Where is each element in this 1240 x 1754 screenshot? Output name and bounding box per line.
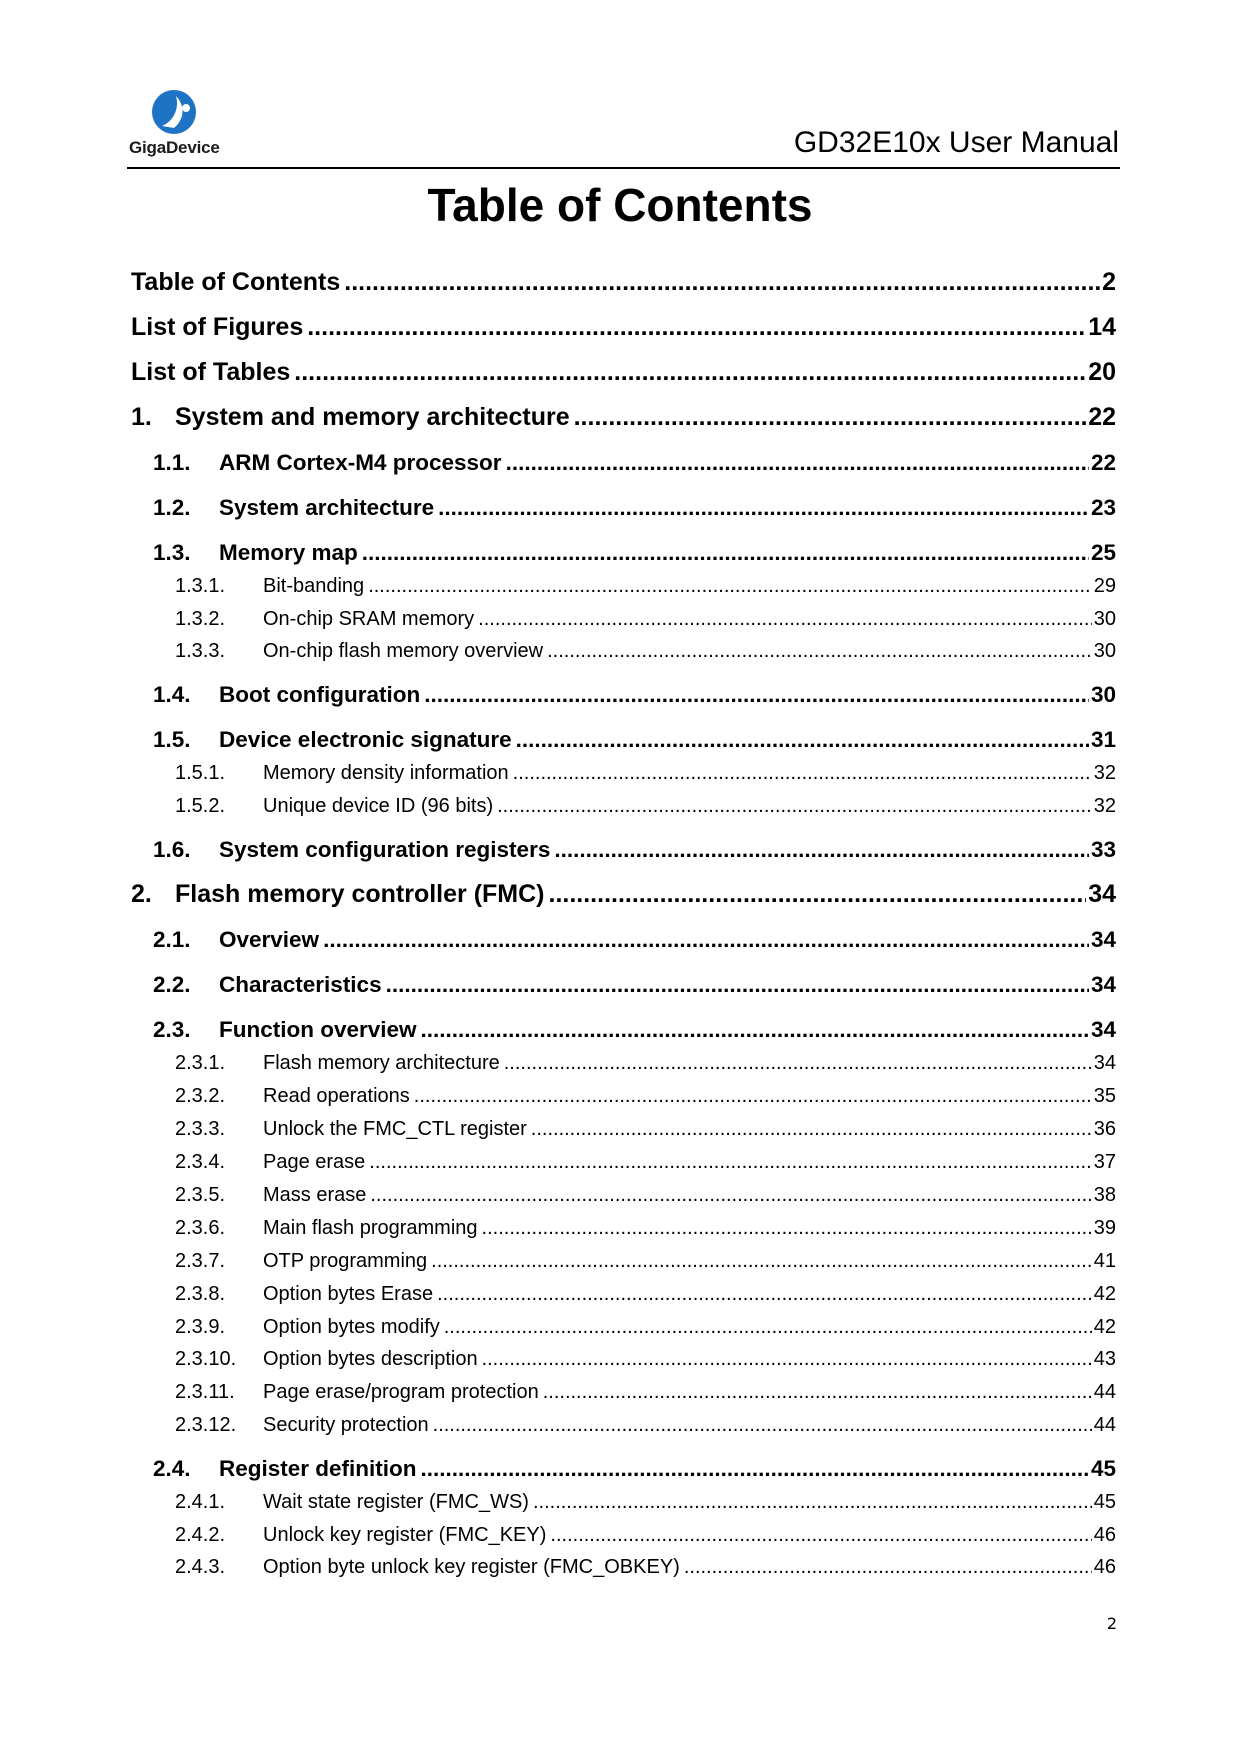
toc-entry-number: 2.3.11. (175, 1381, 235, 1403)
toc-entry-title: On-chip flash memory overview (263, 640, 544, 662)
toc-entry-title: Bit-banding (263, 575, 365, 597)
toc-entry[interactable] (131, 1454, 1116, 1484)
toc-entry-number: 1.3.1. (175, 575, 226, 597)
toc-entry-number: 2.4. (153, 1456, 191, 1481)
dot-leader (307, 311, 1086, 343)
dot-leader (386, 970, 1089, 1000)
toc-entry[interactable] (131, 1247, 1116, 1275)
dot-leader (554, 835, 1089, 865)
toc-entry-number: 2.3.3. (175, 1118, 226, 1140)
toc-entry-number: 2.3.4. (175, 1151, 226, 1173)
toc-entry[interactable] (131, 493, 1116, 523)
dot-leader (684, 1553, 1092, 1581)
toc-entry-number: 2.3.1. (175, 1052, 226, 1074)
toc-entry-number: 1. (131, 403, 152, 431)
toc-entry-number: 1.5.2. (175, 795, 226, 817)
toc-entry-number: 2.4.1. (175, 1491, 226, 1513)
toc-entry-title: System configuration registers (219, 837, 551, 862)
toc-entry-number: 1.5. (153, 727, 191, 752)
toc-entry-number: 2. (131, 880, 152, 908)
toc-entry-title: Page erase (263, 1151, 366, 1173)
toc-entry-page: 42 (1093, 1316, 1116, 1338)
toc-entry-title: Mass erase (263, 1184, 367, 1206)
toc-entry-page: 36 (1093, 1118, 1116, 1140)
toc-entry-page: 32 (1093, 795, 1116, 817)
toc-entry-title: Memory density information (263, 762, 509, 784)
toc-entry-page: 43 (1093, 1348, 1116, 1370)
toc-entry-page: 46 (1093, 1524, 1116, 1546)
toc-entry-title: Overview (219, 927, 320, 952)
toc-entry-title: Unlock the FMC_CTL register (263, 1118, 527, 1140)
toc-entry[interactable] (131, 792, 1116, 820)
toc-entry-title: On-chip SRAM memory (263, 608, 475, 630)
toc-entry-page: 44 (1093, 1414, 1116, 1436)
toc-entry-number: 2.3.10. (175, 1348, 237, 1370)
toc-entry-title: Option bytes modify (263, 1316, 440, 1338)
toc-entry[interactable] (131, 1280, 1116, 1308)
toc-entry-number: 2.3.8. (175, 1283, 226, 1305)
toc-entry-page: 30 (1093, 608, 1116, 630)
toc-entry-number: 2.4.2. (175, 1524, 226, 1546)
toc-entry[interactable] (131, 725, 1116, 755)
toc-entry[interactable] (131, 1378, 1116, 1406)
toc-entry-page: 34 (1090, 1017, 1116, 1042)
dot-leader (482, 1345, 1092, 1373)
toc-entry[interactable] (131, 605, 1116, 633)
toc-entry-page: 22 (1088, 403, 1116, 431)
toc-entry[interactable] (131, 356, 1116, 388)
toc-entry-title: OTP programming (263, 1250, 428, 1272)
dot-leader (362, 538, 1089, 568)
toc-entry-number: 1.4. (153, 682, 191, 707)
toc-entry-number: 2.3.6. (175, 1217, 226, 1239)
toc-entry-title: Function overview (219, 1017, 417, 1042)
dot-leader (506, 448, 1089, 478)
dot-leader (497, 792, 1092, 820)
toc-entry-number: 1.1. (153, 450, 191, 475)
toc-entry-number: 2.3.5. (175, 1184, 226, 1206)
toc-entry-title: List of Figures (131, 313, 304, 341)
toc-entry-title: Register definition (219, 1456, 417, 1481)
toc-entry[interactable] (131, 1488, 1116, 1516)
toc-entry[interactable] (131, 759, 1116, 787)
dot-leader (504, 1049, 1092, 1077)
toc-entry-title: Main flash programming (263, 1217, 478, 1239)
toc-entry[interactable] (131, 835, 1116, 865)
toc-entry-page: 29 (1093, 575, 1116, 597)
toc-entry-page: 31 (1090, 727, 1116, 752)
toc-entry[interactable] (131, 1214, 1116, 1242)
toc-entry[interactable] (131, 1553, 1116, 1581)
toc-entry-title: Memory map (219, 540, 358, 565)
toc-entry-title: Device electronic signature (219, 727, 512, 752)
toc-entry-page: 34 (1088, 880, 1116, 908)
toc-entry-number: 2.4.3. (175, 1556, 226, 1578)
toc-entry-number: 1.3. (153, 540, 191, 565)
toc-entry[interactable] (131, 1345, 1116, 1373)
toc-entry-number: 1.3.2. (175, 608, 226, 630)
toc-entry-number: 2.3.12. (175, 1414, 237, 1436)
toc-entry[interactable] (131, 1521, 1116, 1549)
toc-entry[interactable] (131, 1313, 1116, 1341)
dot-leader (431, 1247, 1092, 1275)
dot-leader (294, 356, 1086, 388)
toc-entry[interactable] (131, 311, 1116, 343)
toc-entry-page: 37 (1093, 1151, 1116, 1173)
toc-entry-title: Option bytes Erase (263, 1283, 434, 1305)
toc-entry-page: 34 (1090, 927, 1116, 952)
toc-entry[interactable] (131, 572, 1116, 600)
toc-entry-title: Table of Contents (131, 268, 341, 296)
toc-entry[interactable] (131, 1115, 1116, 1143)
toc-entry[interactable] (131, 925, 1116, 955)
toc-entry-page: 35 (1093, 1085, 1116, 1107)
dot-leader (421, 1454, 1089, 1484)
toc-entry-page: 41 (1093, 1250, 1116, 1272)
toc-entry-title: Unique device ID (96 bits) (263, 795, 494, 817)
dot-leader (478, 605, 1092, 633)
dot-leader (421, 1015, 1089, 1045)
toc-entry-page: 34 (1093, 1052, 1116, 1074)
toc-entry-page: 44 (1093, 1381, 1116, 1403)
toc-entry-page: 38 (1093, 1184, 1116, 1206)
toc-entry-title: Flash memory architecture (263, 1052, 500, 1074)
logo-text: GigaDevice (129, 138, 220, 157)
toc-entry-page: 2 (1102, 268, 1116, 296)
toc-entry-title: System architecture (219, 495, 435, 520)
dot-leader (513, 759, 1092, 787)
toc-entry[interactable] (131, 1082, 1116, 1110)
toc-entry-page: 30 (1093, 640, 1116, 662)
document-title: GD32E10x User Manual (793, 126, 1119, 159)
toc-entry-page: 39 (1093, 1217, 1116, 1239)
toc-entry[interactable] (131, 1049, 1116, 1077)
dot-leader (543, 1378, 1092, 1406)
dot-leader (547, 637, 1092, 665)
dot-leader (344, 266, 1100, 298)
toc-entry-title: Option byte unlock key register (FMC_OBKEY) (263, 1556, 680, 1578)
toc-entry-title: Security protection (263, 1414, 429, 1436)
dot-leader (368, 572, 1092, 600)
toc-entry-title: Unlock key register (FMC_KEY) (263, 1524, 547, 1546)
toc-entry[interactable] (131, 878, 1116, 910)
toc-entry-number: 1.2. (153, 495, 191, 520)
toc-entry-title: Page erase/program protection (263, 1381, 539, 1403)
toc-entry-page: 34 (1090, 972, 1116, 997)
toc-entry-page: 30 (1090, 682, 1116, 707)
dot-leader (550, 1521, 1091, 1549)
toc-entry[interactable] (131, 538, 1116, 568)
dot-leader (370, 1181, 1091, 1209)
dot-leader (482, 1214, 1092, 1242)
toc-entry-title: Option bytes description (263, 1348, 478, 1370)
dot-leader (531, 1115, 1092, 1143)
toc-entry-number: 1.5.1. (175, 762, 226, 784)
toc-entry-number: 2.3. (153, 1017, 191, 1042)
toc-entry-page: 22 (1090, 450, 1116, 475)
toc-entry-title: ARM Cortex-M4 processor (219, 450, 502, 475)
dot-leader (433, 1411, 1092, 1439)
dot-leader (323, 925, 1089, 955)
dot-leader (533, 1488, 1092, 1516)
toc-entry-page: 14 (1088, 313, 1116, 341)
toc-entry-title: Boot configuration (219, 682, 421, 707)
toc-entry-page: 42 (1093, 1283, 1116, 1305)
toc-entry[interactable] (131, 1181, 1116, 1209)
toc-entry-page: 45 (1093, 1491, 1116, 1513)
toc-entry-title: Flash memory controller (FMC) (175, 880, 545, 908)
toc-entry-title: Wait state register (FMC_WS) (263, 1491, 529, 1513)
table-of-contents (131, 0, 1116, 1700)
page-number: 2 (1106, 1614, 1117, 1633)
dot-leader (549, 878, 1087, 910)
toc-entry[interactable] (131, 1148, 1116, 1176)
dot-leader (438, 493, 1089, 523)
dot-leader (437, 1280, 1092, 1308)
toc-entry-number: 1.3.3. (175, 640, 226, 662)
toc-entry[interactable] (131, 266, 1116, 298)
toc-entry[interactable] (131, 448, 1116, 478)
toc-entry[interactable] (131, 680, 1116, 710)
toc-entry-number: 2.1. (153, 927, 191, 952)
toc-entry-page: 32 (1093, 762, 1116, 784)
toc-entry-number: 2.3.2. (175, 1085, 226, 1107)
toc-entry-number: 2.3.7. (175, 1250, 226, 1272)
toc-entry-number: 2.3.9. (175, 1316, 226, 1338)
toc-entry-page: 23 (1090, 495, 1116, 520)
toc-entry-number: 1.6. (153, 837, 191, 862)
toc-entry[interactable] (131, 637, 1116, 665)
toc-entry-title: System and memory architecture (175, 403, 570, 431)
dot-leader (574, 401, 1087, 433)
dot-leader (516, 725, 1089, 755)
toc-entry-title: List of Tables (131, 358, 291, 386)
toc-entry[interactable] (131, 970, 1116, 1000)
toc-entry-page: 45 (1090, 1456, 1116, 1481)
toc-entry[interactable] (131, 1015, 1116, 1045)
toc-entry-page: 33 (1090, 837, 1116, 862)
toc-entry-number: 2.2. (153, 972, 191, 997)
dot-leader (369, 1148, 1091, 1176)
toc-entry-page: 46 (1093, 1556, 1116, 1578)
toc-entry-page: 20 (1088, 358, 1116, 386)
toc-entry[interactable] (131, 401, 1116, 433)
dot-leader (424, 680, 1089, 710)
dot-leader (414, 1082, 1092, 1110)
toc-entry[interactable] (131, 1411, 1116, 1439)
dot-leader (444, 1313, 1092, 1341)
toc-entry-page: 25 (1090, 540, 1116, 565)
toc-entry-title: Characteristics (219, 972, 382, 997)
toc-heading: Table of Contents (427, 179, 813, 231)
toc-entry-title: Read operations (263, 1085, 410, 1107)
